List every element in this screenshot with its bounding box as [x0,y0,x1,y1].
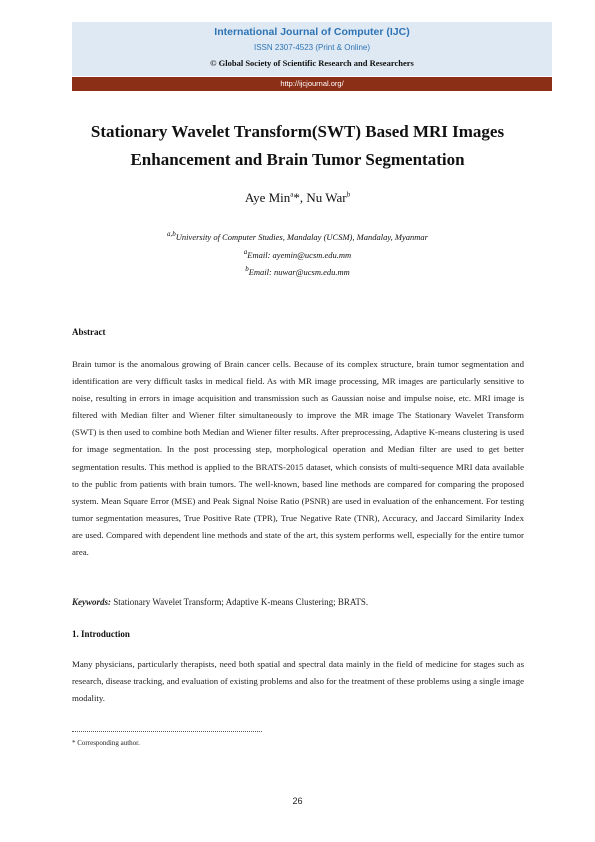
email-text[interactable]: Email: nuwar@ucsm.edu.mm [248,266,350,277]
paper-title-line-1: Stationary Wavelet Transform(SWT) Based MRI Images [90,122,505,141]
email-mark: a [243,248,248,256]
footnote: * Corresponding author. [72,739,140,747]
publisher-line: © Global Society of Scientific Research and Researchers [210,58,414,68]
corresponding-mark: *, [293,190,304,205]
keywords [72,597,368,607]
journal-title: International Journal of Computer (IJC) [214,26,410,38]
footnote-divider [72,731,262,732]
email-text[interactable]: Email: ayemin@ucsm.edu.mm [247,249,352,260]
email-mark: b [245,265,249,273]
page-number: 26 [292,796,303,806]
author-affiliation-mark: a [290,190,294,199]
abstract-text: Brain tumor is the anomalous growing of Brain cancer cells. Because of its complex structure, brain tumor segmentation and identification are very difficult tasks in medical field. As with MR image processing, MR images are particularly sensitive to noise, resulting in errors in image acquisition and transmission such as Gaussian noise and impulse noise, etc. MRI image is filtered with Median filter and Wiener filter simultaneously to improve the MR image The Stationary Wavelet Transform (SWT) is then used to combine both Median and Wiener filter results. After preprocessing, Adaptive K-means clustering is used for image segmentation. In the post processing step, morphological operation and Median filter are used to get better segmentation results. This method is applied to the BRATS-2015 dataset, which consists of multi-sequence MRI data available to the public from patients with brain tumors. The well-known, based line methods are compared for comparing the proposed system. Mean Square Error (MSE) and Peak Signal Noise Ratio (PSNR) are used in evaluation of the enhancement. For testing tumor segmentation measures, True Positive Rate (TPR), True Negative Rate (TNR), Accuracy, and Jaccard Similarity Index are used. Compared with dependent line methods and state of the art, this system performs well, especially for the entire tumor area. [72,359,524,558]
affiliation-mark: a,b [167,230,176,238]
author-affiliation-mark: b [346,190,351,199]
email-a [60,248,535,260]
introduction-heading: 1. Introduction [72,629,130,639]
introduction-text: Many physicians, particularly therapists, need both spatial and spectral data mainly in the field of medicine for stages such as research, disease tracking, and evaluation of existing problems and also for the treatment of these problems using a single image modality. [72,659,524,704]
paper-title [60,118,535,174]
journal-issn: ISSN 2307-4523 (Print & Online) [253,43,371,52]
author-name: Nu War [306,190,347,205]
keywords-label: Keywords: [72,597,111,607]
keywords-text: Stationary Wavelet Transform; Adaptive K-means Clustering; BRATS. [111,597,369,607]
email-b [60,265,535,277]
paper-title-line-2: Enhancement and Brain Tumor Segmentation [130,150,465,169]
affiliation-text: University of Computer Studies, Mandalay (UCSM), Mandalay, Myanmar [175,231,428,242]
author-list [60,190,535,206]
author-name: Aye Min [244,190,291,205]
affiliation [60,230,535,242]
abstract-heading: Abstract [72,327,106,337]
journal-url[interactable]: http://ijcjournal.org/ [72,77,552,91]
